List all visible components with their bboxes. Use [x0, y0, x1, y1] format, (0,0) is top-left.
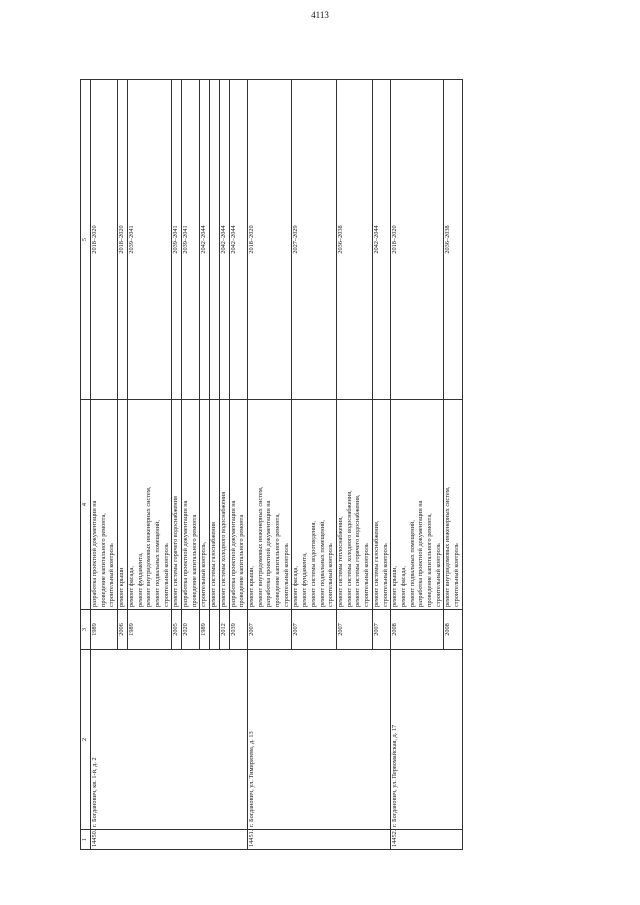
year-cell: 2039 — [229, 610, 247, 650]
work-item: ремонт внутридомовых инженерных систем, — [444, 486, 452, 607]
work-item: проведение капитального ремонта — [238, 514, 246, 607]
year-cell: 2006 — [118, 610, 128, 650]
period-cell: 2039–2041 — [172, 80, 182, 400]
header-col-3: 3 — [81, 610, 91, 650]
work-item: ремонт системы горячего водоснабжения, — [354, 494, 362, 607]
work-list-cell — [219, 400, 229, 610]
year-cell: 2007 — [247, 610, 292, 650]
work-list-cell — [127, 400, 172, 610]
work-item: ремонт системы холодного водоснабжения, — [345, 490, 353, 607]
work-item: ремонт системы газоснабжения, — [372, 520, 380, 607]
work-item: строительный контроль — [282, 543, 290, 607]
work-item: ремонт подвальных помещений, — [408, 520, 416, 607]
work-list-cell — [247, 400, 292, 610]
work-item: ремонт подвальных помещений, — [153, 520, 161, 607]
building-address: г. Богданович, ул. Тимирязева, д. 13 — [247, 650, 390, 830]
rotated-table-container — [80, 80, 600, 850]
work-item: строительный контроль — [434, 543, 442, 607]
work-item: проведение капитального ремонта, — [99, 513, 107, 607]
period-cell: 2042–2044 — [200, 80, 210, 400]
work-item: ремонт системы горячего водоснабжения — [172, 496, 180, 607]
year-cell: 2007 — [292, 610, 337, 650]
year-cell: 2020 — [182, 610, 200, 650]
work-item: ремонт крыши, — [391, 565, 399, 607]
year-cell: 1989 — [91, 610, 118, 650]
work-list-cell — [200, 400, 210, 610]
work-item: ремонт фундамента, — [301, 552, 309, 607]
work-item: проведение капитального ремонта — [190, 514, 198, 607]
header-col-5: 5 — [81, 80, 91, 400]
work-item: строительный контроль — [381, 543, 389, 607]
work-item: ремонт системы холодного водоснабжения — [219, 491, 227, 607]
repair-schedule-table — [80, 79, 463, 850]
work-item: ремонт системы водоотведения, — [309, 521, 317, 607]
work-item: проведение капитального ремонта, — [426, 513, 434, 607]
period-cell: 2018–2020 — [91, 80, 118, 400]
work-item: ремонт фундамента, — [136, 552, 144, 607]
year-cell: 2007 — [336, 610, 372, 650]
header-row — [81, 80, 91, 850]
work-list-cell — [336, 400, 372, 610]
header-col-2: 2 — [81, 650, 91, 830]
year-cell: 1989 — [127, 610, 172, 650]
period-cell: 2036–2038 — [336, 80, 372, 400]
period-cell: 2018–2020 — [118, 80, 128, 400]
year-cell: 2008 — [391, 610, 444, 650]
work-list-cell — [91, 400, 118, 610]
work-item: строительный контроль, — [200, 541, 208, 607]
period-cell: 2039–2041 — [182, 80, 200, 400]
period-cell: 2042–2044 — [219, 80, 229, 400]
work-item: разработка проектной документации на — [91, 500, 98, 607]
work-list-cell — [210, 400, 220, 610]
period-cell: 2036–2038 — [444, 80, 462, 400]
period-cell: 2039–2041 — [127, 80, 172, 400]
work-item: ремонт системы газоснабжения — [210, 522, 218, 607]
year-cell: 2005 — [172, 610, 182, 650]
work-list-cell — [391, 400, 444, 610]
period-cell: 2018–2020 — [247, 80, 292, 400]
work-item: строительный контроль — [327, 543, 335, 607]
work-list-cell — [229, 400, 247, 610]
work-item: ремонт крыши, — [247, 565, 255, 607]
year-cell: 2008 — [444, 610, 462, 650]
building-address: г. Богданович, кв. 1-й, д. 2 — [91, 650, 248, 830]
work-item: разработка проектной документации на — [229, 500, 237, 607]
work-list-cell — [172, 400, 182, 610]
period-cell: 2018–2020 — [391, 80, 444, 400]
work-item: строительный контроль — [453, 543, 461, 607]
work-item: ремонт внутридомовых инженерных систем, — [145, 486, 153, 607]
work-item: ремонт системы теплоснабжения, — [336, 516, 344, 607]
period-cell: 2042–2044 — [372, 80, 390, 400]
work-list-cell — [372, 400, 390, 610]
work-item: проведение капитального ремонта, — [274, 513, 282, 607]
work-item: разработка проектной документации на — [182, 500, 190, 607]
work-list-cell — [182, 400, 200, 610]
work-item: ремонт фасада, — [399, 566, 407, 607]
work-item: разработка проектной документации на — [417, 500, 425, 607]
row-number: 14450. — [91, 830, 248, 850]
work-item: строительный контроль — [162, 543, 170, 607]
row-number: 14451. — [247, 830, 390, 850]
year-cell: 2012 — [219, 610, 229, 650]
year-cell: 2007 — [372, 610, 390, 650]
header-col-1: 1 — [81, 830, 91, 850]
period-cell: 2042–2044 — [229, 80, 247, 400]
work-item: строительный контроль — [108, 543, 116, 607]
period-cell: 2027–2029 — [292, 80, 337, 400]
year-cell: 1989 — [200, 610, 210, 650]
row-number: 14452. — [391, 830, 463, 850]
work-list-cell — [118, 400, 128, 610]
table-row — [247, 80, 292, 850]
work-item: разработка проектной документации на — [265, 500, 273, 607]
header-col-4: 4 — [81, 400, 91, 610]
building-address: г. Богданович, ул. Первомайская, д. 17 — [391, 650, 463, 830]
work-item: строительный контроль — [363, 543, 371, 607]
table-row — [91, 80, 118, 850]
table-row — [391, 80, 444, 850]
work-item: ремонт внутридомовых инженерных систем, — [256, 486, 264, 607]
work-item: ремонт фасада, — [292, 566, 300, 607]
year-cell — [210, 610, 220, 650]
table-body — [91, 80, 463, 850]
page-number: 4113 — [311, 10, 329, 20]
work-item: ремонт подвальных помещений, — [318, 520, 326, 607]
work-list-cell — [444, 400, 462, 610]
work-item: ремонт крыши — [118, 567, 126, 607]
work-item: ремонт фасада, — [127, 566, 135, 607]
period-cell — [210, 80, 220, 400]
work-list-cell — [292, 400, 337, 610]
